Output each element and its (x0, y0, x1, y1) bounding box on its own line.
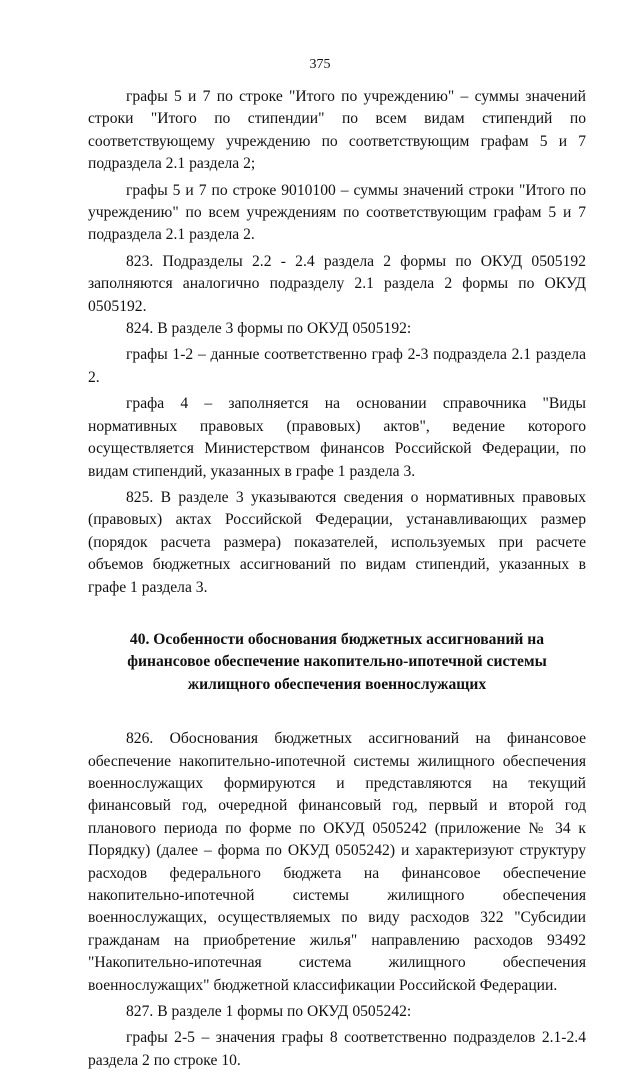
page-number: 375 (309, 57, 331, 72)
paragraph: графа 4 – заполняется на основании справочника "Виды нормативных правовых (правовых) актов", ведение которого осуществляется Министерством финансов Российской Федерации, по видам стипендий, указанных в графе 1 раздела 3. (88, 395, 586, 480)
document-body (88, 86, 586, 1072)
paragraph: графы 1-2 – данные соответственно граф 2-3 подраздела 2.1 раздела 2. (88, 346, 586, 386)
paragraph: 823. Подразделы 2.2 - 2.4 раздела 2 формы по ОКУД 0505192 заполняются аналогично подразделу 2.1 раздела 2 формы по ОКУД 0505192. (88, 252, 586, 315)
paragraph: 826. Обоснования бюджетных ассигнований на финансовое обеспечение накопительно-ипотечной системы жилищного обеспечения военнослужащих формируются и представляются на текущий финансовый год, очередной финансовый год, первый и второй год планового периода по форме по ОКУД 0505242 (приложение № 34 к Порядку) (далее – форма по ОКУД 0505242) и характеризуют структуру расходов федерального бюджета на финансовое обеспечение накопительно-ипотечной системы жилищного обеспечения военнослужащих, осуществляемых по виду расходов 322 "Субсидии гражданам на приобретение жилья" направлению расходов 93492 "Накопительно-ипотечная система жилищного обеспечения военнослужащих" бюджетной классификации Российской Федерации. (88, 730, 586, 994)
paragraph: графы 5 и 7 по строке "Итого по учреждению" – суммы значений строки "Итого по стипендии" по всем видам стипендий по соответствующему учреждению по соответствующим графам 5 и 7 подраздела 2.1 раздела 2; (88, 88, 586, 173)
paragraph: графы 2-5 – значения графы 8 соответственно подразделов 2.1-2.4 раздела 2 по строке 10. (88, 1029, 586, 1069)
section-heading: 40. Особенности обоснования бюджетных ассигнований на финансовое обеспечение накопительно-ипотечной системы жилищного обеспечения военнослужащих (127, 630, 547, 693)
paragraph: 825. В разделе 3 указываются сведения о нормативных правовых (правовых) актах Российской Федерации, устанавливающих размер (порядок расчета размера) показателей, используемых при расчете объемов бюджетных ассигнований по видам стипендий, указанных в графе 1 раздела 3. (88, 488, 586, 596)
paragraph: 827. В разделе 1 формы по ОКУД 0505242: (126, 1003, 412, 1021)
paragraph: 824. В разделе 3 формы по ОКУД 0505192: (126, 320, 412, 338)
paragraph: графы 5 и 7 по строке 9010100 – суммы значений строки "Итого по учреждению" по всем учреждениям по соответствующим графам 5 и 7 подраздела 2.1 раздела 2. (88, 181, 586, 244)
